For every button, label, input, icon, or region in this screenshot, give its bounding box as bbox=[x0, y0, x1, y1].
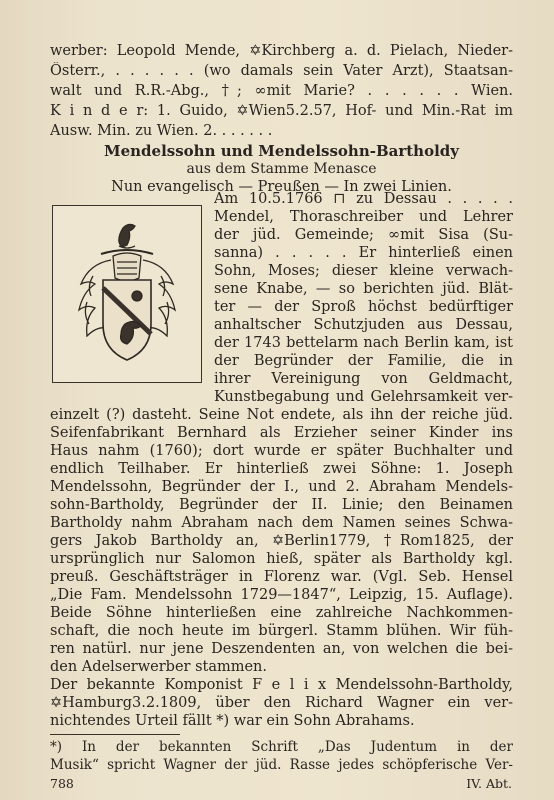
text-line: Haus nahm (1760); dort wurde er später Buchhalter und bbox=[50, 443, 513, 459]
text-line: preuß. Geschäftsträger in Florenz war. (Vgl. Seb. Hensel bbox=[50, 569, 513, 585]
footnote-line: Musik“ spricht Wagner der jüd. Rasse jedes schöpferische Ver- bbox=[50, 757, 513, 773]
text-line: sanna) . . . . . Er hinterließ einen bbox=[214, 245, 513, 261]
text-line: walt und R.R.-Abg., †; ∞mit Marie? . . . . . . Wien. bbox=[50, 83, 513, 99]
section-heading: Mendelssohn und Mendelssohn-Bartholdy bbox=[104, 142, 459, 160]
section-mark: IV. Abt. bbox=[466, 776, 512, 791]
section-subheading: aus dem Stamme Menasce bbox=[186, 161, 377, 177]
text-line: Österr., . . . . . . (wo damals sein Vater Arzt), Staatsan- bbox=[50, 63, 513, 79]
text-line: ursprünglich nur Salomon hieß, später als Bartholdy kgl. bbox=[50, 551, 513, 567]
coat-of-arms-icon bbox=[53, 206, 201, 382]
text-line: ter — der Sproß höchst bedürftiger bbox=[214, 299, 513, 315]
text-line: gers Jakob Bartholdy an, ✡Berlin1779, †Rom1825, der bbox=[50, 533, 513, 549]
text-line: Kunstbegabung und Gelehrsamkeit ver- bbox=[214, 389, 513, 405]
text-line: nichtendes Urteil fällt *) war ein Sohn Abrahams. bbox=[50, 713, 415, 729]
coat-of-arms-image bbox=[52, 205, 202, 383]
branch-line: Nun evangelisch — Preußen — In zwei Linien. bbox=[111, 179, 452, 195]
page-number: 788 bbox=[50, 776, 74, 791]
text-line: den Adelserwerber stammen. bbox=[50, 659, 268, 675]
text-line: Sohn, Moses; dieser kleine verwach- bbox=[214, 263, 513, 279]
text-line: Ausw. Min. zu Wien. 2. . . . . . . bbox=[50, 123, 273, 139]
text-line: Seifenfabrikant Bernhard als Erzieher seiner Kinder ins bbox=[50, 425, 513, 441]
text-line: Am 10.5.1766 ⊓ zu Dessau . . . . . bbox=[214, 191, 513, 207]
footnote-rule bbox=[50, 734, 180, 735]
text-line: ✡Hamburg3.2.1809, über den Richard Wagner ein ver- bbox=[50, 695, 513, 711]
text-line: Mendelssohn, Begründer der I., und 2. Abraham Mendels- bbox=[50, 479, 513, 495]
footnote-line: *) In der bekannten Schrift „Das Judentum in der bbox=[50, 739, 513, 755]
text-line: der jüd. Gemeinde; ∞mit Sisa (Su- bbox=[214, 227, 513, 243]
text-line: Der bekannte Komponist F e l i x Mendelssohn-Bartholdy, bbox=[50, 677, 513, 693]
text-line: der Begründer der Familie, die in bbox=[214, 353, 513, 369]
text-line: sene Knabe, — so berichten jüd. Blät- bbox=[214, 281, 513, 297]
text-line: „Die Fam. Mendelssohn 1729—1847“, Leipzig, 15. Auflage). bbox=[50, 587, 513, 603]
text-line: endlich Teilhaber. Er hinterließ zwei Söhne: 1. Joseph bbox=[50, 461, 513, 477]
text-line: Mendel, Thoraschreiber und Lehrer bbox=[214, 209, 513, 225]
text-line: ihrer Vereinigung von Geldmacht, bbox=[214, 371, 513, 387]
text-line: K i n d e r: 1. Guido, ✡Wien5.2.57, Hof- und Min.-Rat im bbox=[50, 103, 513, 119]
text-line: werber: Leopold Mende, ✡Kirchberg a. d. Pielach, Nieder- bbox=[50, 43, 513, 59]
text-line: schaft, die noch heute im bürgerl. Stamm blühen. Wir füh- bbox=[50, 623, 513, 639]
text-line: anhaltscher Schutzjuden aus Dessau, bbox=[214, 317, 513, 333]
text-line: Bartholdy nahm Abraham nach dem Namen seines Schwa- bbox=[50, 515, 513, 531]
text-line: Beide Söhne hinterließen eine zahlreiche Nachkommen- bbox=[50, 605, 513, 621]
text-line: der 1743 bettelarm nach Berlin kam, ist bbox=[214, 335, 513, 351]
text-line: sohn-Bartholdy, Begründer der II. Linie; den Beinamen bbox=[50, 497, 513, 513]
text-line: einzelt (?) dasteht. Seine Not endete, als ihn der reiche jüd. bbox=[50, 407, 513, 423]
text-line: ren natürl. nur jene Deszendenten an, von welchen die bei- bbox=[50, 641, 513, 657]
